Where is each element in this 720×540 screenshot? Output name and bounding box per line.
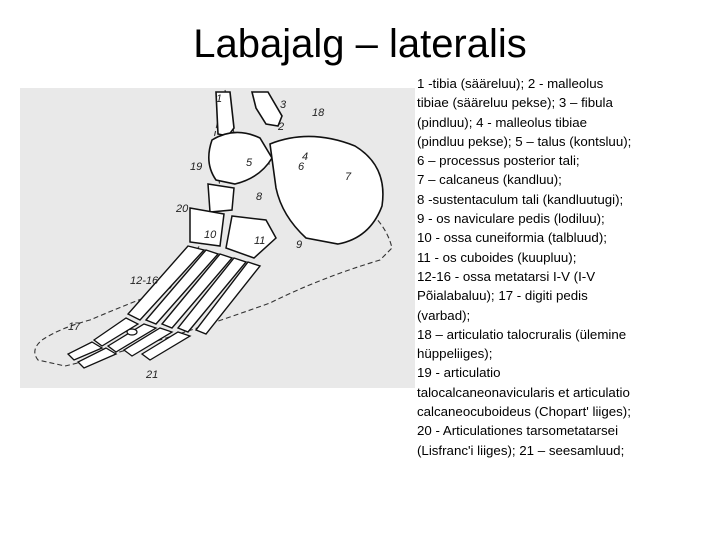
legend-line: 19 - articulatio (417, 365, 501, 381)
legend-line: hüppeliiges); (417, 346, 493, 362)
legend-line: 9 - os naviculare pedis (lodiluu); (417, 211, 605, 227)
legend-line: (Lisfranc'i liiges); 21 – seesamluud; (417, 442, 625, 458)
legend-line (417, 151, 707, 170)
legend-line: 1 -tibia (sääreluu); 2 - malleolus (417, 76, 604, 91)
legend-line: 11 - os cuboides (kuupluu); (417, 249, 577, 265)
label-17: 17 (68, 321, 81, 333)
label-2: 2 (278, 121, 285, 133)
legend-line: (pindluu); 4 - malleolus tibiae (417, 114, 587, 130)
label-9: 9 (296, 239, 303, 251)
legend-line: 7 – calcaneus (kandluu); (417, 172, 562, 188)
foot-skeleton-illustration (20, 88, 415, 388)
label-1: 1 (216, 93, 223, 105)
foot-skeleton-drawing (20, 88, 415, 388)
legend-line: 20 - Articulationes tarsometatarsei (417, 423, 619, 439)
cuboid-bone (226, 216, 276, 258)
label-10: 10 (204, 229, 217, 241)
label-19: 19 (190, 161, 203, 173)
legend-text (417, 74, 707, 460)
legend-line: 10 - ossa cuneiformia (talbluud); (417, 230, 607, 246)
label-11: 11 (254, 235, 266, 247)
calcaneus-bone (270, 136, 383, 244)
label-4: 4 (302, 151, 309, 163)
label-20: 20 (176, 203, 189, 215)
legend-line-start: 6 – processus (417, 153, 504, 169)
label-21: 21 (146, 369, 159, 381)
legend-line: 12-16 - ossa metatarsi I-V (I-V (417, 268, 596, 284)
metatarsal-bones (128, 246, 260, 334)
label-8: 8 (256, 191, 263, 203)
label-7: 7 (345, 171, 352, 183)
legend-line: 18 – articulatio talocruralis (ülemine (417, 326, 627, 342)
legend-line: (varbad); (417, 307, 471, 323)
navicular-bone (208, 184, 234, 212)
legend-line: 8 -sustentaculum tali (kandluutugi); (417, 191, 624, 207)
label-6: 6 (298, 161, 305, 173)
slide-title: Labajalg – lateralis (193, 22, 527, 66)
talus-bone (209, 132, 272, 184)
legend-line: calcaneocuboideus (Chopart' liiges); (417, 404, 631, 420)
legend-line: (pindluu pekse); 5 – talus (kontsluu); (417, 133, 632, 149)
label-3: 3 (280, 99, 287, 111)
legend-line-tail: posterior tali; (503, 153, 580, 169)
label-12-16: 12-16 (130, 275, 159, 287)
legend-line: Põialabaluu); 17 - digiti pedis (417, 288, 588, 304)
legend-line: tibiae (sääreluu pekse); 3 – fibula (417, 95, 613, 111)
sesamoid-bones (127, 329, 137, 335)
label-18: 18 (312, 107, 325, 119)
label-5: 5 (246, 157, 253, 169)
legend-line: talocalcaneonavicularis et articulatio (417, 384, 630, 400)
